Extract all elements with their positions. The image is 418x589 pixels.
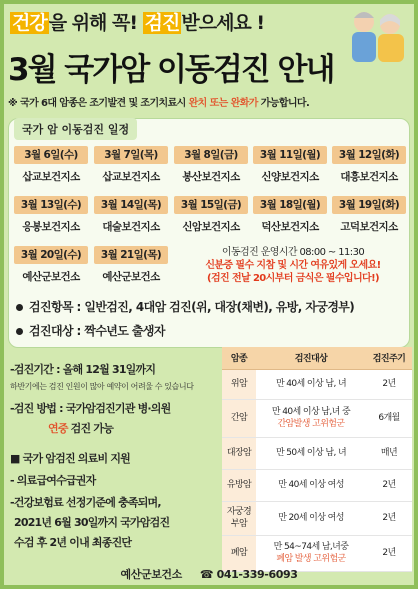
table-row [222,369,412,399]
support-item-4: 수검 후 2년 이내 최종진단 [14,536,132,549]
cancer-target [256,399,366,437]
method-text: -검진 방법 : 국가암검진기관 병·의원 [10,402,171,415]
cancer-cycle: 2년 [366,501,412,535]
operation-hours: 이동검진 운영시간 08:00 ~ 11:30 [221,247,365,258]
schedule-date: 3월 15일(금) [174,196,248,214]
headline-part4: 받으세요 ! [181,12,265,34]
cancer-cycle: 2년 [366,469,412,501]
schedule-date: 3월 20일(수) [14,246,88,264]
cancer-target-main: 만 40세 이상 남,녀 중 [271,407,351,417]
subtitle-part3: 가능합니다. [257,98,310,109]
support-title: ■ 국가 암검진 의료비 지원 [10,452,130,465]
cancer-target [256,369,366,399]
subtitle-part2: 완치 또는 완화가 [188,98,258,109]
table-row [222,399,412,437]
elderly-couple-illustration [342,4,412,64]
page-title: 3월 국가암 이동검진 안내 [8,52,334,88]
schedule-date: 3월 7일(목) [94,146,168,164]
schedule-date: 3월 18일(월) [253,196,327,214]
table-header-row [222,347,412,369]
table-header: 검진주기 [366,347,412,369]
cancer-target-main: 만 40세 이상 여성 [278,480,344,490]
schedule-place: 봉산보건지소 [182,171,240,183]
cancer-type: 유방암 [222,469,256,501]
cancer-type: 자궁경부암 [222,501,256,535]
headline-part2: 을 위해 꼭! [48,12,143,34]
checkup-items-text: 검진항목 : 일반검진, 4대암 검진(위, 대장(채변), 유방, 자궁경부) [29,300,355,314]
headline-part1: 건강 [12,12,47,34]
schedule-place: 신양보건지소 [261,171,319,183]
schedule-date: 3월 11일(월) [253,146,327,164]
schedule-place: 예산군보건소 [22,271,80,283]
footer [0,566,418,582]
cancer-target-sub: 간암발생 고위험군 [277,419,345,429]
subtitle-part1: ※ 국가 6대 암종은 조기발견 및 조기치료시 [8,98,189,109]
cancer-table [222,347,412,572]
checkup-items [16,298,354,315]
schedule-title: 국가 암 이동검진 일정 [14,118,137,140]
table-header: 검진대상 [256,347,366,369]
cancer-cycle: 2년 [366,535,412,571]
schedule-place: 고덕보건지소 [340,221,398,233]
support-item-3: 2021년 6월 30일까지 국가암검진 [14,516,170,529]
fasting-notice: (검진 전날 20시부터 금식은 필수입니다!) [206,273,380,284]
cancer-cycle: 2년 [366,369,412,399]
id-notice: 신분증 필수 지참 및 시간 여유있게 오세요! [205,260,381,271]
table-row [222,501,412,535]
cancer-target-main: 만 54~74세 남,녀중 [273,542,349,552]
headline-part3: 검진 [144,12,180,34]
cancer-target [256,437,366,469]
schedule-date: 3월 19일(화) [332,196,406,214]
schedule-place: 덕산보건지소 [261,221,319,233]
schedule-place: 예산군보건소 [102,271,160,283]
cancer-target-sub: 폐암 발생 고위험군 [276,554,346,564]
schedule-place: 신암보건지소 [182,221,240,233]
checkup-target-text: 검진대상 : 짝수년도 출생자 [29,324,165,338]
schedule-date: 3월 14일(목) [94,196,168,214]
headline [10,8,264,35]
bullet-dot [16,304,23,311]
table-row [222,437,412,469]
cancer-target-main: 만 40세 이상 남, 녀 [275,379,347,389]
schedule-place: 삽교보건지소 [102,171,160,183]
period-text: -검진기간 : 올해 12월 31일까지 [10,363,156,376]
method-yearround: 연중 [48,422,68,435]
schedule-place: 응봉보건지소 [22,221,80,233]
checkup-target [16,322,165,339]
bullet-dot [16,328,23,335]
cancer-type: 대장암 [222,437,256,469]
footer-org: 예산군보건소 [120,568,182,581]
support-item-1: - 의료급여수급권자 [10,474,96,487]
period-note: 하반기에는 검진 인원이 많아 예약이 어려울 수 있습니다 [10,382,194,391]
subtitle [8,94,309,109]
cancer-type: 간암 [222,399,256,437]
schedule-place: 대술보건지소 [102,221,160,233]
cancer-target [256,501,366,535]
cancer-cycle: 6개월 [366,399,412,437]
method-detail [48,420,113,436]
table-row [222,469,412,501]
cancer-cycle: 매년 [366,437,412,469]
footer-phone: ☎ 041-339-6093 [199,568,298,581]
schedule-place: 대흥보건지소 [340,171,398,183]
cancer-target-main: 만 50세 이상 남, 녀 [275,448,347,458]
cancer-type: 폐암 [222,535,256,571]
cancer-target-main: 만 20세 이상 여성 [278,513,344,523]
support-item-2: -건강보험료 선정기준에 충족되며, [10,496,161,509]
schedule-date: 3월 6일(수) [14,146,88,164]
schedule-date: 3월 13일(수) [14,196,88,214]
cancer-target [256,469,366,501]
table-header: 암종 [222,347,256,369]
schedule-place: 삽교보건지소 [22,171,80,183]
operation-info [180,246,406,285]
cancer-type: 위암 [222,369,256,399]
method-possible: 검진 가능 [67,422,114,435]
schedule-date: 3월 21일(목) [94,246,168,264]
schedule-date: 3월 8일(금) [174,146,248,164]
schedule-date: 3월 12일(화) [332,146,406,164]
